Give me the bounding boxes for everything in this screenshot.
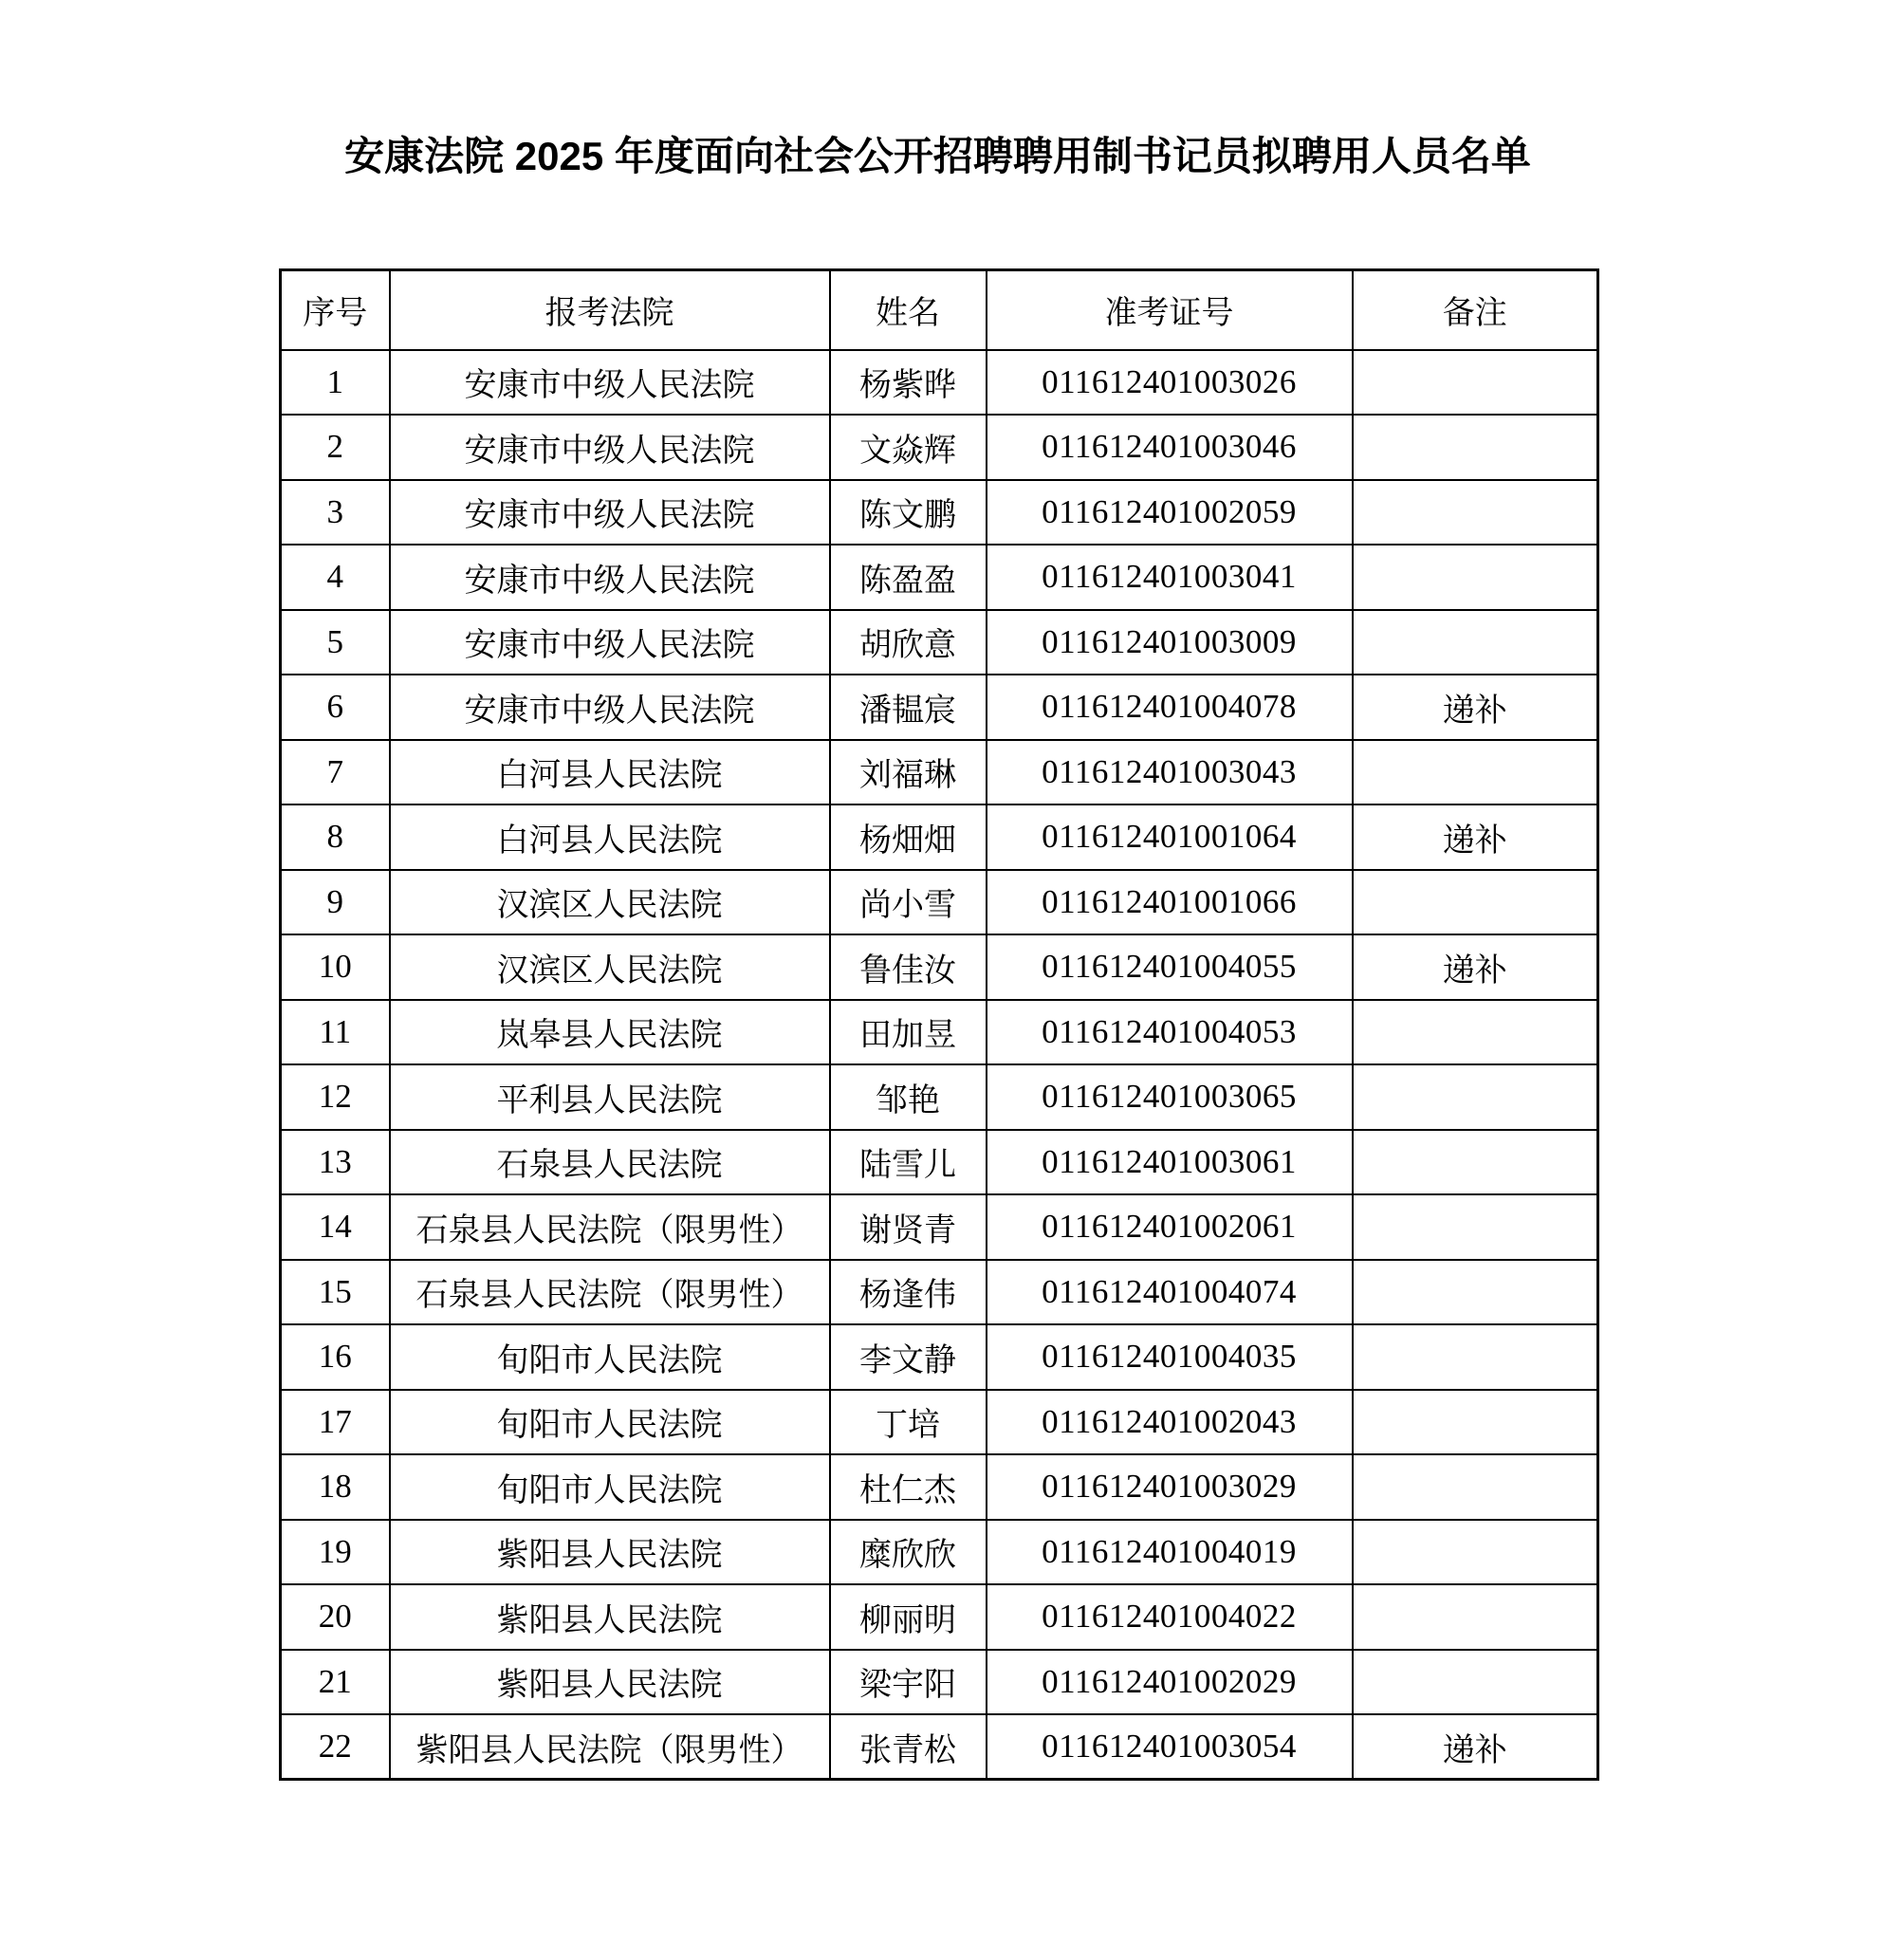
- cell-serial-number: 6: [281, 675, 390, 740]
- cell-court-applied: 安康市中级人民法院: [390, 415, 830, 480]
- cell-court-applied: 平利县人民法院: [390, 1064, 830, 1130]
- cell-court-applied: 旬阳市人民法院: [390, 1324, 830, 1390]
- cell-serial-number: 10: [281, 934, 390, 1000]
- cell-name: 杜仁杰: [830, 1454, 987, 1520]
- header-name: 姓名: [830, 270, 987, 350]
- cell-name: 张青松: [830, 1714, 987, 1780]
- cell-court-applied: 紫阳县人民法院: [390, 1650, 830, 1715]
- table-row: [281, 1584, 1598, 1650]
- cell-ticket-number: 011612401004055: [987, 934, 1353, 1000]
- cell-court-applied: 汉滨区人民法院: [390, 870, 830, 935]
- cell-court-applied: 旬阳市人民法院: [390, 1454, 830, 1520]
- cell-ticket-number: 011612401003026: [987, 350, 1353, 416]
- cell-remark: [1353, 1130, 1598, 1195]
- cell-court-applied: 旬阳市人民法院: [390, 1390, 830, 1455]
- cell-court-applied: 岚皋县人民法院: [390, 1000, 830, 1065]
- cell-serial-number: 4: [281, 545, 390, 610]
- cell-remark: [1353, 1390, 1598, 1455]
- cell-remark: 递补: [1353, 1714, 1598, 1780]
- table-row: [281, 545, 1598, 610]
- cell-ticket-number: 011612401003054: [987, 1714, 1353, 1780]
- cell-name: 陈盈盈: [830, 545, 987, 610]
- table-row: [281, 1650, 1598, 1715]
- cell-remark: 递补: [1353, 804, 1598, 870]
- cell-name: 陆雪儿: [830, 1130, 987, 1195]
- header-remark: 备注: [1353, 270, 1598, 350]
- table-row: [281, 1520, 1598, 1585]
- cell-serial-number: 16: [281, 1324, 390, 1390]
- cell-ticket-number: 011612401002029: [987, 1650, 1353, 1715]
- cell-name: 杨畑畑: [830, 804, 987, 870]
- cell-name: 杨紫晔: [830, 350, 987, 416]
- cell-ticket-number: 011612401003041: [987, 545, 1353, 610]
- cell-name: 文焱辉: [830, 415, 987, 480]
- cell-court-applied: 安康市中级人民法院: [390, 545, 830, 610]
- cell-serial-number: 2: [281, 415, 390, 480]
- table-row: [281, 610, 1598, 675]
- cell-serial-number: 9: [281, 870, 390, 935]
- cell-name: 柳丽明: [830, 1584, 987, 1650]
- cell-remark: [1353, 1000, 1598, 1065]
- table-row: [281, 870, 1598, 935]
- cell-court-applied: 紫阳县人民法院（限男性）: [390, 1714, 830, 1780]
- cell-name: 田加昱: [830, 1000, 987, 1065]
- cell-remark: 递补: [1353, 675, 1598, 740]
- cell-remark: 递补: [1353, 934, 1598, 1000]
- roster-body: [281, 350, 1598, 1780]
- cell-name: 李文静: [830, 1324, 987, 1390]
- cell-serial-number: 13: [281, 1130, 390, 1195]
- cell-court-applied: 安康市中级人民法院: [390, 480, 830, 545]
- table-row: [281, 804, 1598, 870]
- cell-name: 邹艳: [830, 1064, 987, 1130]
- cell-court-applied: 安康市中级人民法院: [390, 610, 830, 675]
- cell-remark: [1353, 1064, 1598, 1130]
- cell-name: 胡欣意: [830, 610, 987, 675]
- table-row: [281, 480, 1598, 545]
- cell-remark: [1353, 480, 1598, 545]
- cell-serial-number: 14: [281, 1194, 390, 1260]
- cell-ticket-number: 011612401003046: [987, 415, 1353, 480]
- cell-remark: [1353, 1584, 1598, 1650]
- cell-remark: [1353, 870, 1598, 935]
- table-row: [281, 1130, 1598, 1195]
- cell-serial-number: 1: [281, 350, 390, 416]
- cell-ticket-number: 011612401003009: [987, 610, 1353, 675]
- cell-name: 鲁佳汝: [830, 934, 987, 1000]
- cell-remark: [1353, 740, 1598, 805]
- cell-serial-number: 5: [281, 610, 390, 675]
- cell-serial-number: 17: [281, 1390, 390, 1455]
- cell-ticket-number: 011612401001066: [987, 870, 1353, 935]
- cell-ticket-number: 011612401003065: [987, 1064, 1353, 1130]
- cell-serial-number: 21: [281, 1650, 390, 1715]
- table-row: [281, 740, 1598, 805]
- cell-ticket-number: 011612401003029: [987, 1454, 1353, 1520]
- cell-name: 杨逢伟: [830, 1260, 987, 1325]
- table-row: [281, 1714, 1598, 1780]
- header-row: [281, 270, 1598, 350]
- cell-remark: [1353, 545, 1598, 610]
- header-court-applied: 报考法院: [390, 270, 830, 350]
- cell-name: 陈文鹏: [830, 480, 987, 545]
- cell-remark: [1353, 610, 1598, 675]
- cell-court-applied: 白河县人民法院: [390, 804, 830, 870]
- cell-name: 尚小雪: [830, 870, 987, 935]
- cell-remark: [1353, 1520, 1598, 1585]
- table-row: [281, 934, 1598, 1000]
- cell-name: 丁培: [830, 1390, 987, 1455]
- cell-ticket-number: 011612401001064: [987, 804, 1353, 870]
- cell-ticket-number: 011612401004078: [987, 675, 1353, 740]
- cell-serial-number: 18: [281, 1454, 390, 1520]
- cell-ticket-number: 011612401004035: [987, 1324, 1353, 1390]
- cell-serial-number: 22: [281, 1714, 390, 1780]
- header-serial-number: 序号: [281, 270, 390, 350]
- cell-remark: [1353, 1324, 1598, 1390]
- cell-remark: [1353, 415, 1598, 480]
- cell-serial-number: 19: [281, 1520, 390, 1585]
- cell-serial-number: 8: [281, 804, 390, 870]
- cell-serial-number: 3: [281, 480, 390, 545]
- table-row: [281, 1000, 1598, 1065]
- cell-ticket-number: 011612401004022: [987, 1584, 1353, 1650]
- cell-remark: [1353, 1194, 1598, 1260]
- header-ticket-number: 准考证号: [987, 270, 1353, 350]
- cell-court-applied: 安康市中级人民法院: [390, 675, 830, 740]
- table-row: [281, 415, 1598, 480]
- cell-remark: [1353, 1260, 1598, 1325]
- table-row: [281, 350, 1598, 416]
- cell-ticket-number: 011612401004019: [987, 1520, 1353, 1585]
- cell-court-applied: 白河县人民法院: [390, 740, 830, 805]
- cell-ticket-number: 011612401003061: [987, 1130, 1353, 1195]
- page-title: 安康法院 2025 年度面向社会公开招聘聘用制书记员拟聘用人员名单: [344, 134, 1531, 178]
- table-row: [281, 1454, 1598, 1520]
- cell-court-applied: 汉滨区人民法院: [390, 934, 830, 1000]
- cell-court-applied: 石泉县人民法院（限男性）: [390, 1194, 830, 1260]
- table-row: [281, 1194, 1598, 1260]
- cell-court-applied: 紫阳县人民法院: [390, 1584, 830, 1650]
- cell-name: 潘韫宸: [830, 675, 987, 740]
- cell-ticket-number: 011612401002061: [987, 1194, 1353, 1260]
- cell-serial-number: 7: [281, 740, 390, 805]
- cell-remark: [1353, 1650, 1598, 1715]
- cell-court-applied: 安康市中级人民法院: [390, 350, 830, 416]
- table-row: [281, 675, 1598, 740]
- cell-serial-number: 11: [281, 1000, 390, 1065]
- cell-ticket-number: 011612401002059: [987, 480, 1353, 545]
- table-row: [281, 1260, 1598, 1325]
- cell-name: 糜欣欣: [830, 1520, 987, 1585]
- table-row: [281, 1390, 1598, 1455]
- cell-ticket-number: 011612401004074: [987, 1260, 1353, 1325]
- cell-ticket-number: 011612401002043: [987, 1390, 1353, 1455]
- cell-serial-number: 20: [281, 1584, 390, 1650]
- cell-court-applied: 石泉县人民法院（限男性）: [390, 1260, 830, 1325]
- cell-serial-number: 15: [281, 1260, 390, 1325]
- cell-remark: [1353, 1454, 1598, 1520]
- cell-serial-number: 12: [281, 1064, 390, 1130]
- roster-header: [281, 270, 1598, 350]
- cell-remark: [1353, 350, 1598, 416]
- cell-ticket-number: 011612401003043: [987, 740, 1353, 805]
- table-row: [281, 1064, 1598, 1130]
- cell-court-applied: 石泉县人民法院: [390, 1130, 830, 1195]
- roster-table: [279, 268, 1599, 1781]
- table-row: [281, 1324, 1598, 1390]
- cell-name: 谢贤青: [830, 1194, 987, 1260]
- cell-ticket-number: 011612401004053: [987, 1000, 1353, 1065]
- cell-name: 梁宇阳: [830, 1650, 987, 1715]
- cell-name: 刘福琳: [830, 740, 987, 805]
- cell-court-applied: 紫阳县人民法院: [390, 1520, 830, 1585]
